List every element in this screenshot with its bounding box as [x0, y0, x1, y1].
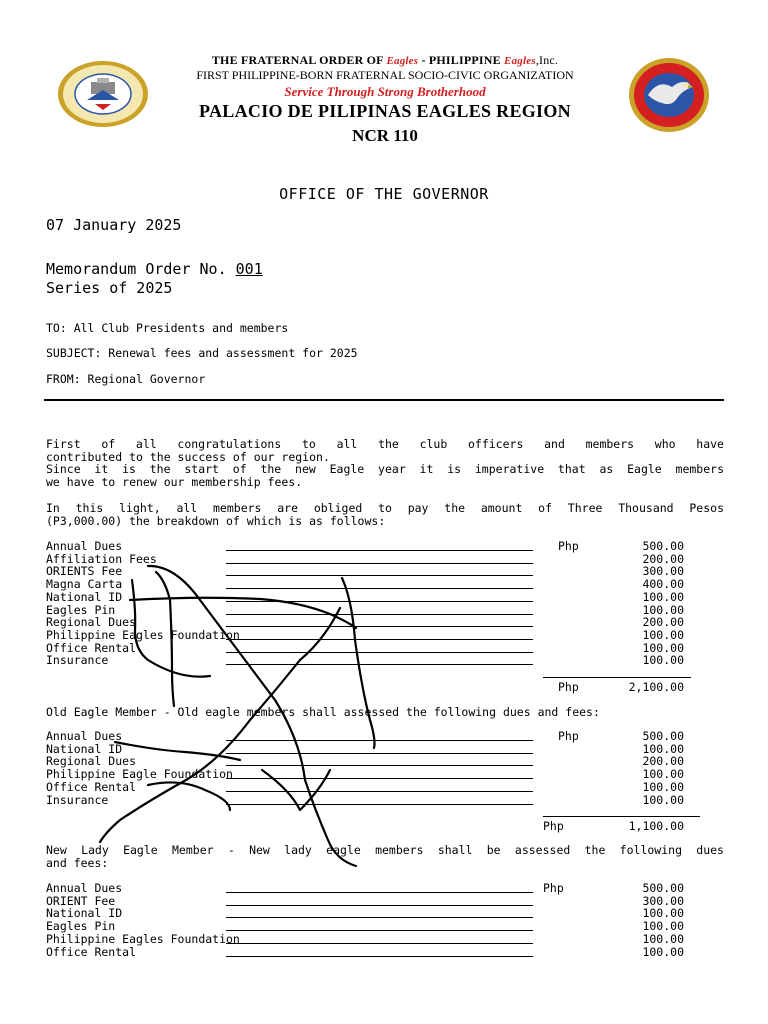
fee-label: ORIENTS Fee — [46, 564, 123, 579]
fee-amount: 200.00 — [642, 615, 684, 630]
fill-line — [226, 601, 533, 602]
eagles-word-2: Eagles — [504, 55, 536, 67]
fee-label: Regional Dues — [46, 754, 137, 769]
fill-line — [226, 652, 533, 653]
total-amount: 1,100.00 — [628, 819, 684, 833]
intro-line: Since it is the start of the new Eagle year it is imperative that as Eagle members — [46, 462, 724, 476]
fee-row — [0, 946, 768, 959]
fee-amount: 100.00 — [642, 944, 684, 959]
fill-line — [226, 550, 533, 551]
intro-line: First of all congratulations to all the club officers and members who have — [46, 437, 724, 451]
fee-label: National ID — [46, 741, 123, 756]
total-rule — [543, 677, 691, 678]
fee-label: Magna Carta — [46, 577, 123, 592]
fee-amount: 100.00 — [642, 931, 684, 946]
fee-amount: 100.00 — [642, 792, 684, 807]
intro-paragraph — [46, 438, 724, 488]
fill-line — [226, 588, 533, 589]
total-rule — [543, 816, 700, 817]
eagles-word-1: Eagles — [386, 55, 419, 67]
new-lady-member-heading — [46, 844, 724, 869]
fill-line — [226, 791, 533, 792]
fee-label: Annual Dues — [46, 881, 123, 895]
old-member-heading: Old Eagle Member - Old eagle members shall assessed the following dues and fees: — [46, 705, 600, 719]
fill-line — [226, 639, 533, 640]
memo-subject: SUBJECT: Renewal fees and assessment for 2025 — [46, 346, 358, 360]
org-name-prefix: THE FRATERNAL ORDER OF — [211, 53, 384, 67]
memo-from: FROM: Regional Governor — [46, 372, 206, 386]
fee-currency: Php — [543, 881, 564, 895]
fee-label: Philippine Eagles Foundation — [46, 931, 240, 946]
fee-amount: 100.00 — [642, 589, 684, 604]
memo-to: TO: All Club Presidents and members — [46, 321, 289, 335]
intro-line: (P3,000.00) the breakdown of which is as follows: — [46, 513, 386, 528]
fee-row — [0, 781, 768, 794]
fill-line — [226, 956, 533, 957]
fill-line — [226, 563, 533, 564]
org-inc: ,Inc. — [535, 53, 559, 67]
fee-label: Philippine Eagle Foundation — [46, 767, 233, 782]
fee-label: Regional Dues — [46, 615, 137, 630]
fee-currency: Php — [558, 729, 579, 743]
org-name-line — [150, 53, 620, 68]
fee-amount: 100.00 — [642, 640, 684, 655]
fee-label: Philippine Eagles Foundation — [46, 627, 240, 642]
fill-line — [226, 917, 533, 918]
fill-line — [226, 575, 533, 576]
fee-amount: 100.00 — [642, 741, 684, 756]
fee-label: National ID — [46, 589, 123, 604]
fill-line — [226, 778, 533, 779]
fee-amount: 400.00 — [642, 577, 684, 592]
fee-amount: 100.00 — [642, 653, 684, 668]
fill-line — [226, 905, 533, 906]
intro-line: we have to renew our membership fees. — [46, 474, 303, 489]
fill-line — [226, 664, 533, 665]
office-title: OFFICE OF THE GOVERNOR — [279, 185, 489, 203]
fee-currency: Php — [558, 539, 579, 553]
fee-amount: 100.00 — [642, 919, 684, 934]
total-currency: Php — [543, 819, 564, 833]
header-divider — [44, 399, 724, 401]
fee-label: Annual Dues — [46, 539, 123, 553]
fee-row — [0, 591, 768, 604]
fee-amount: 300.00 — [642, 564, 684, 579]
fee-amount: 500.00 — [642, 539, 684, 553]
fee-label: Eagles Pin — [46, 919, 116, 934]
fee-label: Eagles Pin — [46, 602, 116, 617]
region-title: PALACIO DE PILIPINAS EAGLES REGION — [199, 101, 571, 121]
fill-line — [226, 753, 533, 754]
fee-label: Office Rental — [46, 779, 137, 794]
fee-amount: 100.00 — [642, 767, 684, 782]
fee-amount: 200.00 — [642, 754, 684, 769]
fee-label: Annual Dues — [46, 729, 123, 743]
fill-line — [226, 765, 533, 766]
org-subtitle: FIRST PHILIPPINE-BORN FRATERNAL SOCIO-CIVIC ORGANIZATION — [196, 68, 574, 82]
fee-label: Insurance — [46, 653, 109, 668]
memo-order-label: Memorandum Order No. — [46, 260, 227, 278]
breakdown-paragraph — [46, 502, 724, 527]
fee-row — [0, 654, 768, 667]
heading-line: New Lady Eagle Member - New lady eagle members shall be assessed the following dues — [46, 843, 724, 857]
regional-seal-logo — [57, 60, 149, 128]
memo-order-line — [46, 260, 263, 278]
fee-amount: 100.00 — [642, 602, 684, 617]
fee-amount: 100.00 — [642, 627, 684, 642]
fee-row — [0, 933, 768, 946]
fee-amount: 300.00 — [642, 893, 684, 908]
fill-line — [226, 804, 533, 805]
fee-label: Insurance — [46, 792, 109, 807]
eagles-emblem-logo — [628, 57, 710, 133]
fee-amount: 100.00 — [642, 779, 684, 794]
region-code: NCR 110 — [352, 126, 418, 145]
fill-line — [226, 740, 533, 741]
memo-order-number: 001 — [235, 260, 263, 278]
fee-amount: 100.00 — [642, 906, 684, 921]
fee-row — [0, 629, 768, 642]
fee-label: ORIENT Fee — [46, 893, 116, 908]
fill-line — [226, 892, 533, 893]
fee-label: Office Rental — [46, 944, 137, 959]
fill-line — [226, 943, 533, 944]
fee-label: National ID — [46, 906, 123, 921]
memo-series: Series of 2025 — [46, 279, 173, 297]
fee-amount: 500.00 — [642, 729, 684, 743]
fee-label: Affiliation Fees — [46, 551, 157, 566]
org-name-mid: - PHILIPPINE — [421, 53, 501, 67]
heading-line: and fees: — [46, 855, 109, 870]
org-motto: Service Through Strong Brotherhood — [284, 84, 486, 99]
fill-line — [226, 626, 533, 627]
fee-row — [0, 794, 768, 807]
fill-line — [226, 930, 533, 931]
fill-line — [226, 614, 533, 615]
total-currency: Php — [558, 680, 579, 694]
total-amount: 2,100.00 — [628, 680, 684, 694]
memo-date: 07 January 2025 — [46, 216, 182, 234]
fee-amount: 200.00 — [642, 551, 684, 566]
intro-line: contributed to the success of our region. — [46, 449, 330, 464]
fee-amount: 500.00 — [642, 881, 684, 895]
intro-line: In this light, all members are obliged to pay the amount of Three Thousand Pesos — [46, 501, 724, 515]
fee-label: Office Rental — [46, 640, 137, 655]
